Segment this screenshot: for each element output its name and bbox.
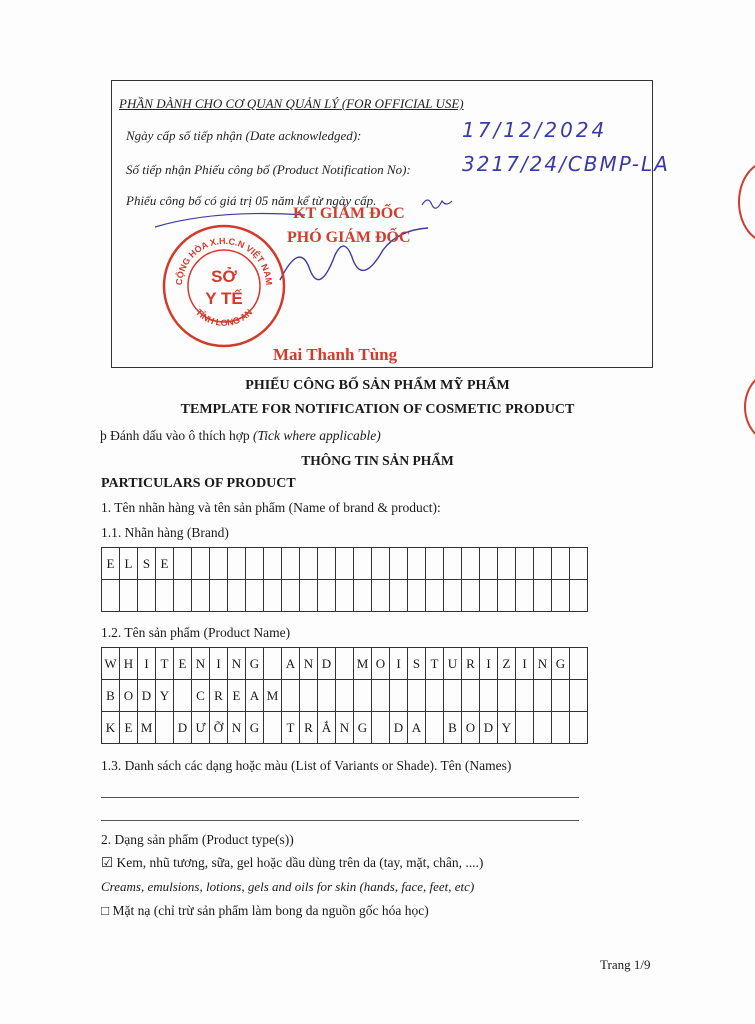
product-cell: I — [138, 648, 156, 680]
brand-cell — [174, 580, 192, 612]
product-cell: E — [120, 712, 138, 744]
product-cell — [480, 680, 498, 712]
product-cell — [156, 712, 174, 744]
svg-text:TỈNH LONG AN — [194, 307, 254, 328]
product-row — [102, 712, 588, 744]
brand-cell — [390, 548, 408, 580]
product-cell — [570, 712, 588, 744]
section-en: PARTICULARS OF PRODUCT — [101, 476, 296, 491]
brand-cell — [210, 548, 228, 580]
product-cell — [372, 680, 390, 712]
tick-note — [100, 428, 381, 444]
official-stamp — [160, 222, 288, 350]
brand-cell — [372, 548, 390, 580]
section-vi: THÔNG TIN SẢN PHẨM — [301, 453, 454, 468]
stamp-role1: KT GIÁM ĐỐC — [293, 205, 405, 222]
brand-cell — [462, 548, 480, 580]
product-cell: B — [102, 680, 120, 712]
brand-cell — [408, 580, 426, 612]
brand-cell — [534, 548, 552, 580]
stamp-center-line2: Y TẾ — [205, 289, 243, 308]
product-cell: T — [156, 648, 174, 680]
brand-cell — [192, 580, 210, 612]
product-cell: D — [138, 680, 156, 712]
notification-no-value: 3217/24/CBMP-LA — [462, 152, 670, 176]
product-cell: D — [174, 712, 192, 744]
brand-cell — [192, 548, 210, 580]
product-cell — [426, 680, 444, 712]
product-cell — [264, 712, 282, 744]
product-cell: A — [246, 680, 264, 712]
product-cell: D — [480, 712, 498, 744]
product-cell — [516, 680, 534, 712]
brand-cell — [300, 580, 318, 612]
product-cell: G — [354, 712, 372, 744]
stamp-ring-top: CỘNG HÒA X.H.C.N VIỆT NAM — [173, 235, 275, 286]
brand-row — [102, 548, 588, 580]
brand-cell — [228, 548, 246, 580]
brand-cell: L — [120, 548, 138, 580]
brand-cell — [570, 580, 588, 612]
product-cell: M — [138, 712, 156, 744]
product-cell: A — [282, 648, 300, 680]
brand-cell — [138, 580, 156, 612]
product-cell: K — [102, 712, 120, 744]
product-cell: I — [480, 648, 498, 680]
tick-note-vi: þ Đánh dấu vào ô thích hợp — [100, 428, 250, 443]
product-cell: N — [300, 648, 318, 680]
product-cell: Y — [156, 680, 174, 712]
product-cell: B — [444, 712, 462, 744]
product-cell — [372, 712, 390, 744]
product-cell: G — [246, 648, 264, 680]
page-number: Trang 1/9 — [600, 957, 651, 972]
official-header: PHẦN DÀNH CHO CƠ QUAN QUẢN LÝ (FOR OFFICIAL USE) — [119, 96, 464, 111]
brand-cell — [282, 548, 300, 580]
brand-cell — [264, 580, 282, 612]
product-cell: S — [408, 648, 426, 680]
product-cell — [336, 648, 354, 680]
product-cell: O — [372, 648, 390, 680]
product-row — [102, 680, 588, 712]
brand-cell — [300, 548, 318, 580]
product-cell — [354, 680, 372, 712]
brand-cell — [534, 580, 552, 612]
product-cell — [516, 712, 534, 744]
brand-cell — [570, 548, 588, 580]
product-cell: Ư — [192, 712, 210, 744]
brand-cell — [390, 580, 408, 612]
product-cell: Z — [498, 648, 516, 680]
product-cell: Y — [498, 712, 516, 744]
product-cell — [408, 680, 426, 712]
brand-cell — [210, 580, 228, 612]
brand-cell — [516, 548, 534, 580]
product-cell: G — [552, 648, 570, 680]
product-cell — [534, 712, 552, 744]
brand-cell — [498, 548, 516, 580]
product-cell: T — [282, 712, 300, 744]
product-cell: N — [336, 712, 354, 744]
date-acknowledged-value: 17/12/2024 — [462, 118, 608, 142]
product-cell: A — [408, 712, 426, 744]
brand-cell — [354, 580, 372, 612]
brand-cell — [246, 548, 264, 580]
product-cell: N — [228, 712, 246, 744]
brand-cell: E — [156, 548, 174, 580]
product-cell: I — [516, 648, 534, 680]
product-cell: O — [120, 680, 138, 712]
product-cell: E — [174, 648, 192, 680]
brand-row — [102, 580, 588, 612]
title-vi: PHIẾU CÔNG BỐ SẢN PHẨM MỸ PHẨM — [245, 378, 510, 393]
validity-label: Phiếu công bố có giá trị 05 năm kể từ ngày cấp. — [126, 193, 377, 208]
product-cell: E — [228, 680, 246, 712]
variants-line-2 — [101, 820, 579, 821]
brand-product-label: 1. Tên nhãn hàng và tên sản phẩm (Name of brand & product): — [101, 500, 441, 515]
brand-cell — [516, 580, 534, 612]
brand-cell — [246, 580, 264, 612]
brand-cell — [426, 548, 444, 580]
product-cell: O — [462, 712, 480, 744]
product-type-option-1[interactable]: ☑ Kem, nhũ tương, sữa, gel hoặc dầu dùng trên da (tay, mặt, chân, ....) — [101, 855, 484, 870]
brand-cell — [174, 548, 192, 580]
product-cell: N — [228, 648, 246, 680]
product-cell: M — [354, 648, 372, 680]
brand-cell — [336, 580, 354, 612]
brand-cell — [444, 548, 462, 580]
brand-cell — [228, 580, 246, 612]
brand-cell — [552, 580, 570, 612]
product-cell — [300, 680, 318, 712]
product-cell: C — [192, 680, 210, 712]
product-cell — [552, 680, 570, 712]
variants-label: 1.3. Danh sách các dạng hoặc màu (List of Variants or Shade). Tên (Names) — [101, 758, 512, 773]
brand-cell — [102, 580, 120, 612]
product-cell: U — [444, 648, 462, 680]
product-cell: R — [210, 680, 228, 712]
brand-grid — [101, 547, 588, 612]
variants-line-1 — [101, 797, 579, 798]
product-name-label: 1.2. Tên sản phẩm (Product Name) — [101, 625, 291, 640]
product-cell — [282, 680, 300, 712]
brand-cell — [354, 548, 372, 580]
product-cell: N — [192, 648, 210, 680]
product-cell — [318, 680, 336, 712]
brand-cell — [318, 548, 336, 580]
brand-cell — [462, 580, 480, 612]
product-type-option-1-en: Creams, emulsions, lotions, gels and oils for skin (hands, face, feet, etc) — [101, 879, 475, 894]
product-cell: I — [390, 648, 408, 680]
product-type-label: 2. Dạng sản phẩm (Product type(s)) — [101, 832, 294, 847]
brand-cell: S — [138, 548, 156, 580]
product-cell: I — [210, 648, 228, 680]
title-en: TEMPLATE FOR NOTIFICATION OF COSMETIC PRODUCT — [180, 402, 575, 417]
brand-cell — [372, 580, 390, 612]
brand-cell — [444, 580, 462, 612]
product-row — [102, 648, 588, 680]
product-cell: N — [534, 648, 552, 680]
brand-cell — [264, 548, 282, 580]
product-cell — [462, 680, 480, 712]
date-acknowledged-label: Ngày cấp số tiếp nhận (Date acknowledged): — [126, 128, 362, 143]
product-cell: M — [264, 680, 282, 712]
brand-cell — [336, 548, 354, 580]
brand-cell — [282, 580, 300, 612]
product-cell — [174, 680, 192, 712]
product-cell: G — [246, 712, 264, 744]
product-cell: H — [120, 648, 138, 680]
product-cell: W — [102, 648, 120, 680]
product-cell: Ắ — [318, 712, 336, 744]
brand-cell — [480, 548, 498, 580]
edge-stamp-top — [738, 160, 755, 244]
brand-cell — [156, 580, 174, 612]
product-cell — [336, 680, 354, 712]
product-cell: T — [426, 648, 444, 680]
brand-label: 1.1. Nhãn hàng (Brand) — [101, 525, 229, 540]
product-cell — [534, 680, 552, 712]
product-cell: Ỡ — [210, 712, 228, 744]
stamp-role2: PHÓ GIÁM ĐỐC — [287, 229, 411, 246]
brand-cell: E — [102, 548, 120, 580]
product-cell — [570, 680, 588, 712]
product-cell: D — [390, 712, 408, 744]
brand-cell — [426, 580, 444, 612]
brand-cell — [318, 580, 336, 612]
notification-no-label: Số tiếp nhận Phiếu công bố (Product Notification No): — [126, 162, 411, 177]
product-cell — [426, 712, 444, 744]
product-cell — [390, 680, 408, 712]
product-cell — [552, 712, 570, 744]
stamp-center-line1: SỞ — [211, 267, 237, 286]
product-cell — [498, 680, 516, 712]
brand-cell — [498, 580, 516, 612]
product-cell — [444, 680, 462, 712]
product-type-option-2[interactable]: □ Mặt nạ (chỉ trừ sản phẩm làm bong da nguồn gốc hóa học) — [101, 903, 429, 918]
tick-note-en: (Tick where applicable) — [252, 428, 381, 443]
product-cell: D — [318, 648, 336, 680]
product-cell — [264, 648, 282, 680]
product-cell: R — [462, 648, 480, 680]
brand-cell — [120, 580, 138, 612]
signer-name: Mai Thanh Tùng — [273, 345, 398, 364]
brand-cell — [552, 548, 570, 580]
product-name-grid — [101, 647, 588, 744]
brand-cell — [408, 548, 426, 580]
brand-cell — [480, 580, 498, 612]
product-cell — [570, 648, 588, 680]
stamp-ring-bottom: TỈNH LONG AN — [193, 307, 255, 328]
product-cell: R — [300, 712, 318, 744]
